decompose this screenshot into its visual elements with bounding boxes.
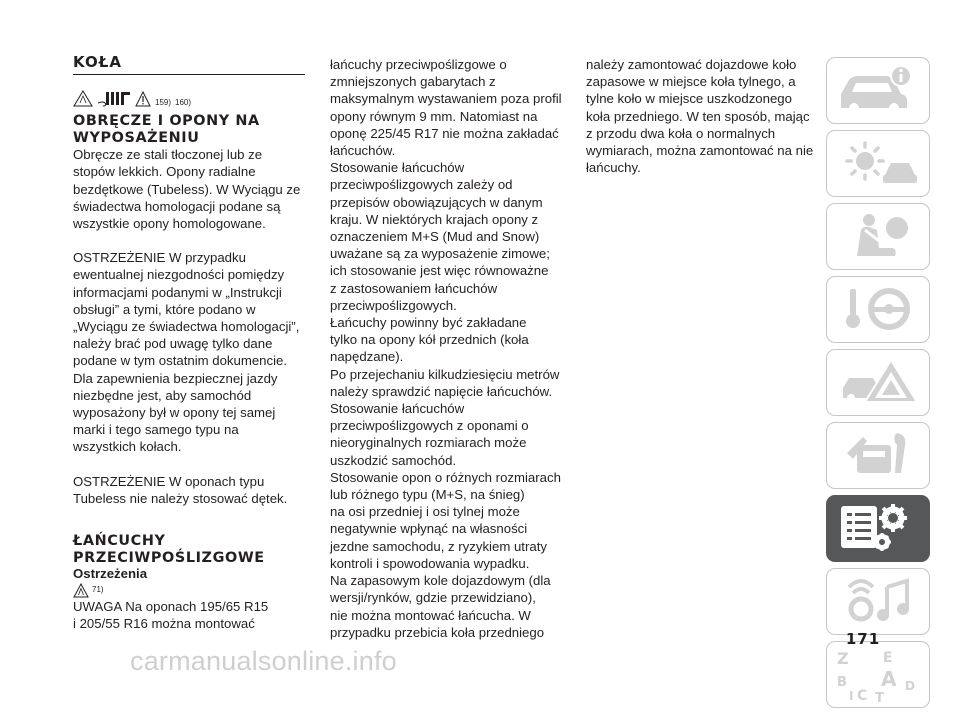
text-line: wyposażony był w opony tej samej bbox=[73, 405, 276, 421]
text-line: ewentualnej niezgodności pomiędzy bbox=[73, 267, 285, 283]
text-line: przeciwpoślizgowych z oponami o bbox=[330, 418, 529, 434]
paragraph-chain-tension bbox=[330, 366, 564, 400]
text-line: opony równym 9 mm. Natomiast na bbox=[330, 108, 538, 124]
text-line: łańcuchów. bbox=[330, 143, 396, 159]
text-line: koła przedniego. W ten sposób, mając bbox=[586, 108, 810, 124]
specs-gears-icon bbox=[827, 496, 928, 560]
text-line: Stosowanie łańcuchów bbox=[330, 160, 465, 176]
paragraph-non-original-sizes bbox=[330, 400, 564, 469]
spacer bbox=[73, 456, 309, 473]
svg-text:T: T bbox=[875, 691, 884, 706]
paragraph-warning-homologation bbox=[73, 249, 309, 455]
text-line: przeciwpoślizgowych. bbox=[330, 297, 457, 313]
text-line: Łańcuchy powinny być zakładane bbox=[330, 315, 527, 331]
svg-text:Z: Z bbox=[837, 649, 849, 668]
tab-safety[interactable] bbox=[826, 203, 930, 270]
paragraph-spare-wheel-continued bbox=[586, 56, 818, 176]
tab-maintenance[interactable] bbox=[826, 422, 930, 489]
wrench-service-icon bbox=[827, 423, 928, 487]
heading-line: ŁAŃCUCHY bbox=[73, 533, 166, 550]
text-line: nieoryginalnych rozmiarach może bbox=[330, 435, 527, 451]
text-line: świadectwa homologacji podane są bbox=[73, 198, 281, 214]
heading-rims-tyres bbox=[73, 113, 309, 146]
paragraph-note-tyre-sizes bbox=[73, 598, 309, 632]
text-line: przypadku przebicia koła przedniego bbox=[330, 624, 545, 640]
text-line: oznaczeniem M+S (Mud and Snow) bbox=[330, 229, 540, 245]
text-line: łańcuchy przeciwpoślizgowe o bbox=[330, 57, 507, 72]
text-line: OSTRZEŻENIE W oponach typu bbox=[73, 473, 265, 489]
svg-text:B: B bbox=[837, 675, 847, 690]
warning-triangle-icon bbox=[135, 91, 151, 107]
text-line: należy brać pod uwagę tylko dane bbox=[73, 336, 273, 352]
text-line: z przodu dwa koła o normalnych bbox=[586, 125, 776, 141]
column-2 bbox=[330, 56, 564, 641]
page-number: 171 bbox=[845, 630, 881, 648]
car-info-icon bbox=[827, 58, 928, 122]
reference-71: 71) bbox=[92, 584, 104, 594]
text-line: Stosowanie łańcuchów bbox=[330, 401, 465, 417]
heading-snow-chains bbox=[73, 533, 309, 566]
text-line: przeciwpoślizgowych zależy od bbox=[330, 177, 513, 193]
text-line: Na zapasowym kole dojazdowym (dla bbox=[330, 573, 551, 589]
tab-multimedia[interactable] bbox=[826, 568, 930, 635]
text-line: należy sprawdzić napięcie łańcuchów. bbox=[330, 383, 553, 399]
text-line: kraju. W niektórych krajach opony z bbox=[330, 211, 539, 227]
svg-text:I: I bbox=[849, 689, 854, 703]
airbag-seat-icon bbox=[827, 204, 928, 268]
text-line: wszystkich kołach. bbox=[73, 439, 182, 455]
text-line: tylko na opony kół przednich (koła bbox=[330, 332, 529, 348]
warning-references bbox=[73, 87, 309, 107]
text-line: uszkodzić samochód. bbox=[330, 452, 457, 468]
column-3 bbox=[586, 56, 818, 176]
tab-vehicle-overview[interactable] bbox=[826, 57, 930, 124]
text-line: napędzane). bbox=[330, 349, 404, 365]
text-line: kontroli i spowodowania wypadku. bbox=[330, 555, 530, 571]
tab-emergency[interactable] bbox=[826, 349, 930, 416]
text-line: tylne koło w miejsce uszkodzonego bbox=[586, 91, 792, 107]
chapter-index-tabs bbox=[826, 57, 930, 714]
text-line: nie można montować łańcucha. W bbox=[330, 607, 531, 623]
reference-160: 160) bbox=[175, 98, 192, 108]
text-line: uważane są za wyposażenie zimowe; bbox=[330, 246, 550, 262]
multimedia-icon bbox=[827, 569, 928, 633]
text-line: wersji/rynków, gdzie przewidziano), bbox=[330, 590, 536, 606]
heading-line: PRZECIWPOŚLIZGOWE bbox=[73, 549, 265, 566]
text-line: ich stosowanie jest więc równoważne bbox=[330, 263, 549, 279]
text-line: Obręcze ze stali tłoczonej lub ze bbox=[73, 147, 263, 163]
hazard-warning-icon bbox=[827, 350, 928, 414]
text-line: na osi przedniej i osi tylnej może bbox=[330, 504, 520, 520]
alphabetical-index-icon bbox=[827, 642, 928, 706]
text-line: UWAGA Na oponach 195/65 R15 bbox=[73, 599, 269, 615]
dashboard-lights-icon bbox=[827, 131, 928, 195]
svg-text:A: A bbox=[881, 667, 897, 691]
text-line: obsługi” a tymi, które podano w bbox=[73, 301, 256, 317]
text-line: wymiarach, można zamontować na nie bbox=[586, 143, 814, 159]
section-title: KOŁA bbox=[73, 53, 122, 71]
text-line: zapasowe w miejsce koła tylnego, a bbox=[586, 74, 796, 90]
paragraph-spare-wheel bbox=[330, 572, 564, 641]
column-1 bbox=[73, 54, 309, 632]
attention-icon bbox=[97, 89, 131, 107]
title-divider bbox=[73, 74, 305, 75]
text-line: informacjami podanymi w „Instrukcji bbox=[73, 284, 282, 300]
text-line: Dla zapewnienia bezpiecznej jazdy bbox=[73, 370, 278, 386]
spacer bbox=[73, 507, 309, 533]
text-line: lub różnego typu (M+S, na śnieg) bbox=[330, 487, 525, 503]
text-line: należy zamontować dojazdowe koło bbox=[586, 57, 797, 72]
text-line: i 205/55 R16 można montować bbox=[73, 616, 255, 632]
warning-triangle-icon bbox=[73, 583, 89, 598]
svg-text:C: C bbox=[857, 688, 868, 704]
text-line: OSTRZEŻENIE W przypadku bbox=[73, 250, 246, 266]
text-line: stopów lekkich. Opony radialne bbox=[73, 164, 256, 180]
tab-starting-driving[interactable] bbox=[826, 276, 930, 343]
heading-line: WYPOSAŻENIU bbox=[73, 129, 200, 146]
subheading-warnings: Ostrzeżenia bbox=[73, 566, 148, 582]
text-line: zmniejszonych gabarytach z bbox=[330, 74, 496, 90]
paragraph-mixed-tyres bbox=[330, 469, 564, 572]
text-line: Po przejechaniu kilkudziesięciu metrów bbox=[330, 366, 560, 382]
text-line: podane w tym ostatnim dokumencie. bbox=[73, 353, 288, 369]
tab-technical-data[interactable] bbox=[826, 495, 930, 562]
text-line: bezdętkowe (Tubeless). W Wyciągu ze bbox=[73, 181, 301, 197]
text-line: łańcuchy. bbox=[586, 160, 641, 176]
warning-triangle-icon bbox=[73, 90, 93, 107]
text-line: wszystkie opony homologowane. bbox=[73, 216, 266, 232]
text-line: Tubeless nie należy stosować dętek. bbox=[73, 490, 288, 506]
text-line: marki i tego samego typu na bbox=[73, 422, 239, 438]
svg-text:D: D bbox=[905, 679, 915, 693]
text-line: negatywnie wpłynąć na własności bbox=[330, 521, 528, 537]
text-line: z zastosowaniem łańcuchów bbox=[330, 280, 498, 296]
text-line: maksymalnym wystawaniem poza profil bbox=[330, 91, 562, 107]
warning-reference bbox=[73, 582, 309, 598]
tab-index[interactable] bbox=[826, 641, 930, 708]
paragraph-chain-regulations bbox=[330, 159, 564, 314]
paragraph-warning-tubeless bbox=[73, 473, 309, 507]
text-line: przepisów obowiązujących w danym bbox=[330, 194, 543, 210]
svg-text:E: E bbox=[883, 650, 893, 666]
watermark: carmanualsonline.info bbox=[130, 646, 397, 676]
paragraph-chain-sizes bbox=[330, 56, 564, 159]
key-steering-wheel-icon bbox=[827, 277, 928, 341]
paragraph-rims bbox=[73, 146, 309, 232]
text-line: „Wyciągu ze świadectwa homologacji”, bbox=[73, 319, 300, 335]
paragraph-chain-front-wheels bbox=[330, 314, 564, 366]
text-line: Stosowanie opon o różnych rozmiarach bbox=[330, 469, 561, 485]
text-line: niezbędne jest, aby samochód bbox=[73, 387, 252, 403]
text-line: oponę 225/45 R17 nie można zakładać bbox=[330, 125, 559, 141]
heading-line: OBRĘCZE I OPONY NA bbox=[73, 113, 260, 130]
reference-159: 159) bbox=[155, 98, 172, 108]
spacer bbox=[73, 232, 309, 249]
text-line: jezdne samochodu, z ryzykiem utraty bbox=[330, 538, 547, 554]
tab-dashboard[interactable] bbox=[826, 130, 930, 197]
